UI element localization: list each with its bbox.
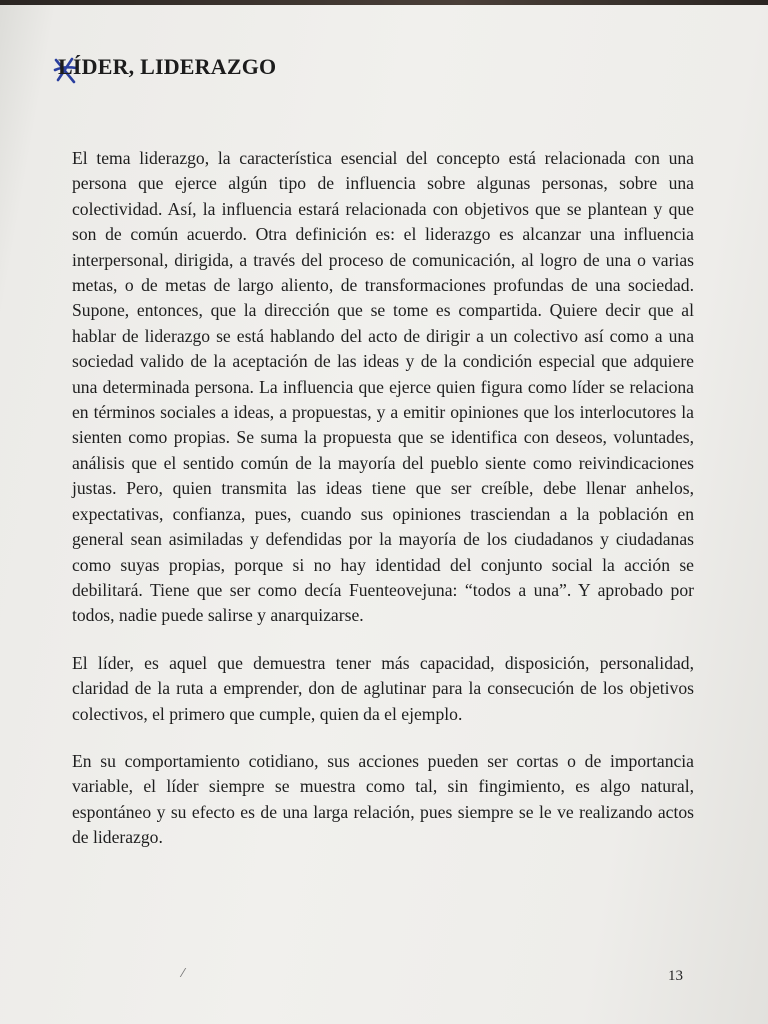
page-number: 13 [668, 968, 683, 984]
pencil-tick-icon: ⁄ [182, 966, 185, 980]
paragraph: El líder, es aquel que demuestra tener más capacidad, disposición, personalidad, claridad de la ruta a emprender, don de aglutinar para la consecución de los objetivos colectivos, el primero que cumple, quien da el ejemplo. [72, 652, 694, 724]
body-text [72, 146, 694, 851]
section-heading: LÍDER, LIDERAZGO [58, 54, 277, 79]
paragraph: El tema liderazgo, la característica esencial del concepto está relacionada con una persona que ejerce algún tipo de influencia sobre algunas personas, sobre una colectividad. Así, la influencia estará relacionada con objetivos que se plantean y que son de común acuerdo. Otra definición es: el liderazgo es alcanzar una influencia interpersonal, dirigida, a través del proceso de comunicación, al logro de una o varias metas, o de metas de largo aliento, de transformaciones profundas de una sociedad. Supone, entonces, que la dirección que se tome es compartida. Quiere decir que al hablar de liderazgo se está hablando del acto de dirigir a un colectivo así como a una sociedad valido de la aceptación de las ideas y de la condición especial que adquiere una determinada persona. La influencia que ejerce quien figura como líder se relaciona en términos sociales a ideas, a propuestas, y a emitir opiniones que los interlocutores la sienten como propias. Se suma la propuesta que se identifica con deseos, voluntades, análisis que el sentido común de la mayoría del pueblo siente como reivindicaciones justas. Pero, quien transmita las ideas tiene que ser creíble, debe llenar anhelos, expectativas, confianza, pues, cuando sus opiniones trasciendan a la población en general sean asimiladas y defendidas por la mayoría de los ciudadanos y ciudadanas como suyas propias, porque si no hay identidad del conjunto social la acción se debilitará. Tiene que ser como decía Fuenteovejuna: “todos a una”. Y aprobado por todos, nadie puede salirse y anarquizarse. [72, 148, 694, 626]
paragraph: En su comportamiento cotidiano, sus acciones pueden ser cortas o de importancia variable, el líder siempre se muestra como tal, sin fingimiento, es algo natural, espontáneo y su efecto es de una larga relación, pues siempre se le ve realizando actos de liderazgo. [72, 750, 694, 848]
page-top-edge [0, 0, 768, 5]
